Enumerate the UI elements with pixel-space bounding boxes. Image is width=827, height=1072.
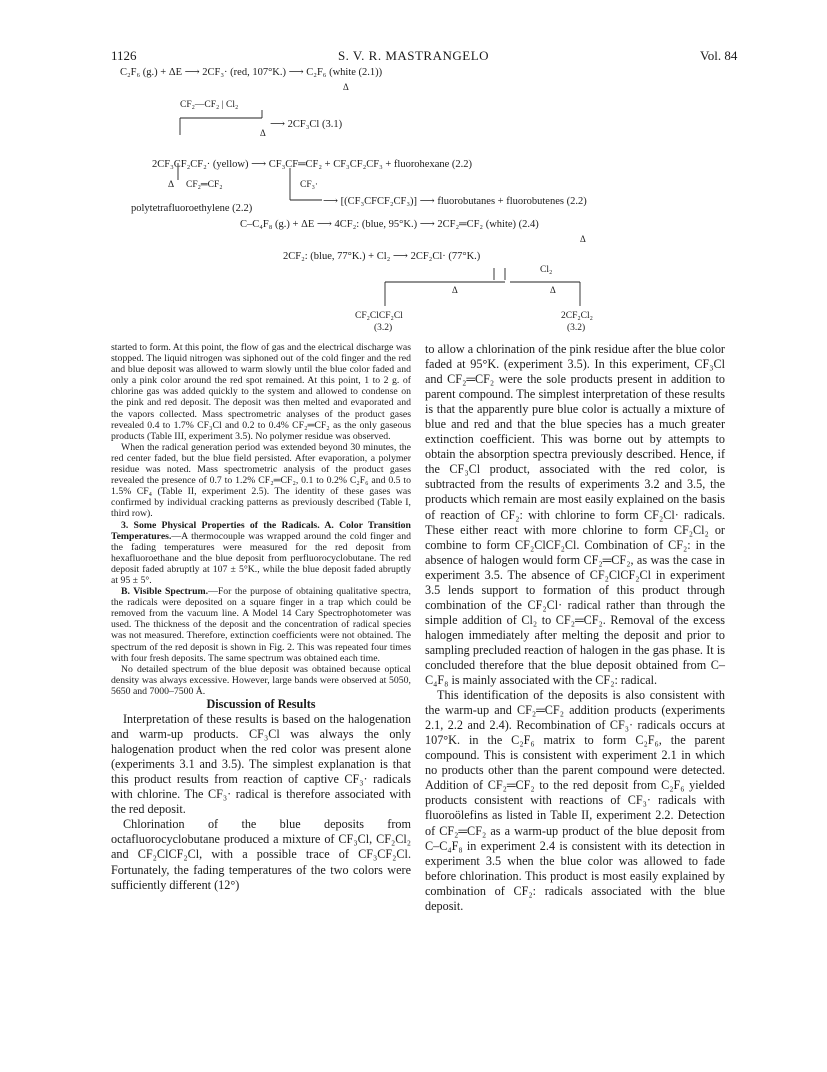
scheme-line-3: 2CF₃CF₂CF₂· (yellow) ⟶ CF₃CF═CF₂ + CF₃CF₂CF₃ + fluorohexane (2.2)	[152, 159, 473, 170]
scheme-line-6-delta: Δ	[580, 234, 586, 244]
paragraph: Chlorination of the blue deposits from octafluorocyclobutane produced a mixture of CF₃Cl, CF₂Cl₂ and CF₂ClCF₂Cl, with a possible trace of CF₃CF₂Cl. Fortunately, the fading temperatures of the two colors were sufficiently different (12°)	[111, 817, 411, 892]
scheme-line-4-reagent: CF₂═CF₂	[186, 180, 223, 190]
left-column	[111, 342, 411, 893]
page-number: 1126	[111, 48, 137, 63]
paragraph: When the radical generation period was extended beyond 30 minutes, the red center faded, but the blue field persisted. After evaporation, a polymer residue was noted. Mass spectrometric analysis of the product gases revealed the presence of 0.7 to 1.2% CF₂═CF₂, 0.1 to 0.2% C₂F₆ and 0.5 to 1.5% CF₄ (Table II, experiment 2.5). The identity of these gases was confirmed by individual cracking patterns as previously described (Table I, third row).	[111, 441, 411, 520]
scheme-line-6: C–C₄F₈ (g.) + ΔE ⟶ 4CF₂: (blue, 95°K.) ⟶ 2CF₂═CF₂ (white) (2.4)	[240, 219, 539, 230]
reaction-scheme	[0, 0, 827, 345]
paragraph: Interpretation of these results is based on the halogenation and warm-up products. CF₃Cl was always the only halogenation product when the red color was present alone (experiments 3.1 and 3.5). The simplest explanation is that this product results from reaction of captive CF₃· radicals with chlorine. The CF₃· radical is therefore associated with the red deposit.	[111, 712, 411, 817]
scheme-line-8-delta-left: Δ	[452, 285, 458, 295]
product-right: 2CF₂Cl₂	[561, 311, 593, 321]
paragraph: B. Visible Spectrum.—For the purpose of obtaining qualitative spectra, the radicals were deposited on a square finger in a trap which could be removed from the vacuum line. A Model 14 Cary Spectrophotometer was used. The thickness of the deposit and the concentration of radical species was not measured. Therefore, extinction coefficients were not obtained. The spectrum of the red deposit is shown in Fig. 2. This was repeated four times with four fresh deposits. The same spectrum was obtained each time.	[111, 586, 411, 664]
scheme-line-1: C₂F₆ (g.) + ΔE ⟶ 2CF₃· (red, 107°K.) ⟶ C₂F₆ (white (2.1))	[120, 67, 383, 78]
scheme-line-5-left: polytetrafluoroethylene (2.2)	[131, 203, 253, 214]
section-subheading: B. Visible Spectrum.	[121, 586, 209, 598]
section-subheading: 3. Some Physical Properties of the Radicals. A. Color Transition Temperatures.	[111, 519, 411, 542]
scheme-line-2-product: ⟶ 2CF₃Cl (3.1)	[270, 119, 343, 130]
scheme-line-1-delta: Δ	[343, 82, 349, 92]
product-left: CF₂ClCF₂Cl	[355, 311, 403, 321]
scheme-line-2-delta: Δ	[260, 128, 266, 138]
paragraph: This identification of the deposits is also consistent with the warm-up and CF₂═CF₂ addition products (experiments 2.1, 2.2 and 2.4). Recombination of CF₃· radicals occurs at 107°K. in the C₂F₆ matrix to form C₂F₆, the parent compound. This is consistent with experiment 2.1 in which no products other than the parent compound were detected. Addition of CF₂═CF₂ to the red deposit from C₂F₆ yielded products consistent with reactions of CF₃· radicals with fluoroölefins as listed in Table II, experiment 2.2. Detection of CF₂═CF₂ as a warm-up product of the blue deposit from C–C₄F₈ in experiment 2.4 is consistent with its detection in experiment 3.5 when the blue color was allowed to fade before chlorination. This product is most easily explained by combination of CF₂: radicals associated with the blue deposit.	[425, 688, 725, 913]
product-right-ref: (3.2)	[567, 323, 586, 333]
paragraph: 3. Some Physical Properties of the Radicals. A. Color Transition Temperatures.—A thermocouple was wrapped around the cold finger and the fading temperatures were measured for the red deposit from hexafluoroethane and the blue deposit from perfluorocyclobutane. The red deposit faded abruptly at 107 ± 5°K., while the blue deposit faded abruptly at 95 ± 5°.	[111, 519, 411, 586]
volume-label: Vol. 84	[700, 48, 738, 63]
right-column	[425, 342, 725, 914]
scheme-line-8-delta-right: Δ	[550, 285, 556, 295]
scheme-line-4-radical: CF₃·	[300, 180, 319, 190]
scheme-lines	[0, 0, 827, 345]
product-left-ref: (3.2)	[374, 323, 393, 333]
paragraph: to allow a chlorination of the pink residue after the blue color faded at 95°K. (experiment 3.5). In this experiment, CF₃Cl and CF₂═CF₂ were the sole products present in addition to parent compound. The simplest interpretation of these results is that the apparently pure blue color is actually a mixture of blue and red and that the blue species has a much greater extinction coefficient. This was borne out by attempts to obtain the absorption spectra previously described. Hence, if the CF₃Cl product, associated with the red color, is subtracted from the results of experiments 3.2 and 3.5, the products which remain are most easily explained on the basis of reaction of CF₂: with chlorine to form CF₂Cl· radicals. These either react with more chlorine to form CF₂Cl₂ or combine to form CF₂ClCF₂Cl. Combination of CF₂: in the absence of halogen would form CF₂═CF₂, as was the case in experiment 3.5. The absence of CF₂ClCF₂Cl in experiment 3.5 lends support to formation of this product through combination of the CF₂Cl· radical rather than through the simple addition of Cl₂ to CF₂═CF₂. Removal of the excess halogen immediately after melting the deposit and prior to sampling precluded reaction of halogen in the gas phase. It is concluded therefore that the blue deposit obtained from C–C₄F₈ is mainly associated with the CF₂: radical.	[425, 342, 725, 688]
scheme-line-2-reagent: CF₂—CF₂ | Cl₂	[180, 100, 239, 110]
paragraph: No detailed spectrum of the blue deposit was obtained because optical density was always excessive. However, large bands were observed at 5050, 5650 and 7000–7500 Å.	[111, 663, 411, 697]
scheme-line-4-delta: Δ	[168, 180, 175, 190]
paragraph: started to form. At this point, the flow of gas and the electrical discharge was stopped. The liquid nitrogen was siphoned out of the cold finger and the red and blue deposit was allowed to warm slowly until the blue color faded and only a pink color around the red spot remained. At this point, 1 to 2 g. of chlorine gas was added quickly to the system and allowed to condense on the pink and red deposit. The deposit was then melted and evaporated and the vapors collected. Mass spectrometric analyses of the product gases revealed 0.4 to 1.7% CF₃Cl and 0.2 to 0.4% CF₂═CF₂ as the only gaseous products (Table III, experiment 3.5). No polymer residue was observed.	[111, 342, 411, 442]
scheme-line-8-cl2: Cl₂	[540, 265, 553, 275]
scheme-line-5-right: ⟶ [(CF₃CFCF₂CF₃)] ⟶ fluorobutanes + fluorobutenes (2.2)	[323, 196, 587, 207]
running-head-author: S. V. R. MASTRANGELO	[337, 48, 490, 63]
discussion-heading: Discussion of Results	[206, 697, 316, 711]
scheme-line-7: 2CF₂: (blue, 77°K.) + Cl₂ ⟶ 2CF₂Cl· (77°K.)	[283, 251, 481, 262]
